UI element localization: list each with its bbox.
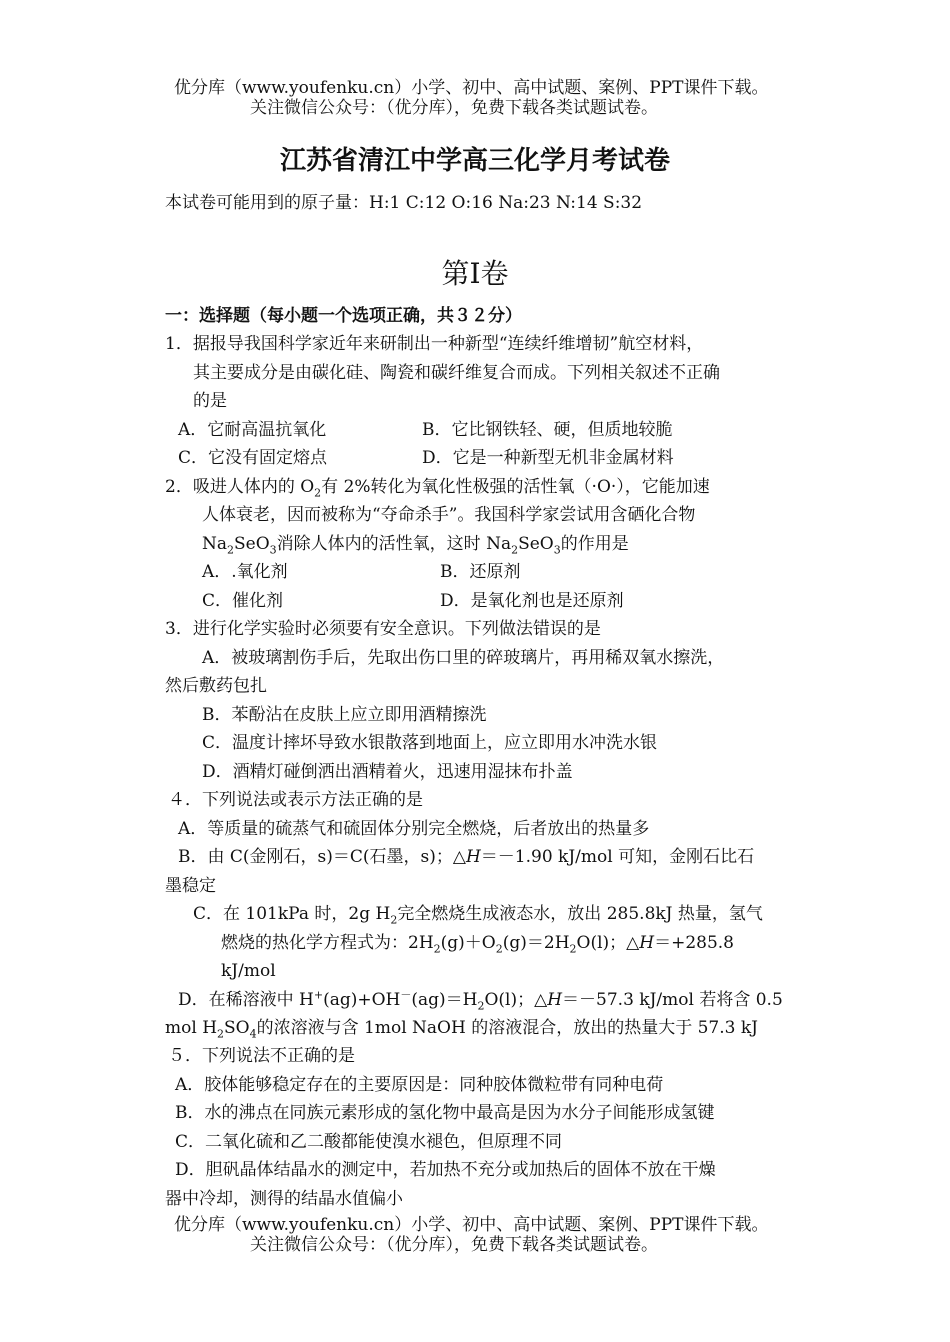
q5-option-b: B．水的沸点在同族元素形成的氢化物中最高是因为水分子间能形成氢键 — [175, 1103, 715, 1123]
section-heading: 一：选择题（每小题一个选项正确，共３２分） — [165, 306, 522, 326]
q3-option-b: B．苯酚沾在皮肤上应立即用酒精擦洗 — [202, 705, 487, 725]
q2-option-a: A．.氧化剂 — [202, 562, 288, 582]
q1-line-1: 1．据报导我国科学家近年来研制出一种新型“连续纤维增韧”航空材料， — [165, 334, 704, 354]
q5-option-a: A．胶体能够稳定存在的主要原因是：同种胶体微粒带有同种电荷 — [175, 1075, 664, 1095]
q4-option-d-1: D．在稀溶液中 $H^+(ag)+OH^-(ag)=H_2O(l)$；△H＝－57.3 kJ/mol 若将含 0.5 — [178, 988, 783, 1013]
header-line-2: 关注微信公众号：（优分库），免费下载各类试题试卷。 — [250, 98, 658, 118]
q3-option-c: C．温度计摔坏导致水银散落到地面上，应立即用水冲洗水银 — [202, 733, 658, 753]
q3-option-a-2: 然后敷药包扎 — [165, 676, 267, 696]
q2-option-b: B．还原剂 — [440, 562, 521, 582]
q2-option-c: C．催化剂 — [202, 591, 284, 611]
q4-option-b-2: 墨稳定 — [165, 876, 216, 896]
q4-option-a: A．等质量的硫蒸气和硫固体分别完全燃烧，后者放出的热量多 — [178, 819, 650, 839]
q4-option-d-2: mol $H_2SO_4$的浓溶液与含 1mol NaOH 的溶液混合，放出的热量大于 57.3 kJ — [165, 1018, 758, 1041]
q1-option-a: A．它耐高温抗氧化 — [178, 420, 327, 440]
q5-option-c: C．二氧化硫和乙二酸都能使溴水褪色，但原理不同 — [175, 1132, 563, 1152]
volume-heading: 第Ⅰ卷 — [441, 257, 509, 290]
q1-line-2: 其主要成分是由碳化硅、陶瓷和碳纤维复合而成。下列相关叙述不正确 — [193, 363, 720, 383]
q3-option-d: D．酒精灯碰倒洒出酒精着火，迅速用湿抹布扑盖 — [202, 762, 573, 782]
q4-option-c-1: C．在 101kPa 时，2g $H_2$完全燃烧生成液态水，放出 285.8kJ 热量，氢气 — [193, 904, 763, 927]
header-line-1: 优分库（www.youfenku.cn）小学、初中、高中试题、案例、PPT课件下载。 — [174, 78, 769, 98]
atomic-masses: 本试卷可能用到的原子量：H:1 C:12 O:16 Na:23 N:14 S:32 — [165, 193, 643, 213]
q1-option-c: C．它没有固定熔点 — [178, 448, 328, 468]
q4-option-b-1: B．由 C(金刚石，s)＝C(石墨，s)；△H＝－1.90 kJ/mol 可知，金刚石比石 — [178, 847, 755, 867]
q2-line-3: $Na_2SeO_3$消除人体内的活性氧，这时 $Na_2SeO_3$的作用是 — [202, 534, 629, 557]
q5-option-d-1: D．胆矾晶体结晶水的测定中，若加热不充分或加热后的固体不放在干燥 — [175, 1160, 716, 1180]
q1-option-b: B．它比钢铁轻、硬，但质地较脆 — [422, 420, 673, 440]
exam-title: 江苏省清江中学高三化学月考试卷 — [279, 146, 670, 176]
q2-option-d: D．是氧化剂也是还原剂 — [440, 591, 624, 611]
q5-line-1: ５．下列说法不正确的是 — [168, 1046, 355, 1066]
q3-option-a-1: A．被玻璃割伤手后，先取出伤口里的碎玻璃片，再用稀双氧水擦洗， — [202, 648, 725, 668]
footer-line-1: 优分库（www.youfenku.cn）小学、初中、高中试题、案例、PPT课件下载。 — [174, 1215, 769, 1235]
q2-line-1: 2．吸进人体内的 $O_2$有 2%转化为氧化性极强的活性氧（·O·），它能加速 — [165, 477, 710, 500]
q4-option-c-3: kJ/mol — [221, 961, 276, 981]
q1-line-3: 的是 — [193, 391, 227, 411]
q2-line-2: 人体衰老，因而被称为“夺命杀手”。我国科学家尝试用含硒化合物 — [202, 505, 696, 525]
q4-option-c-2: 燃烧的热化学方程式为：$2H_2(g)+O_2(g)=2H_2O(l)$；△H＝+285.8 — [221, 933, 734, 956]
q3-line-1: 3．进行化学实验时必须要有安全意识。下列做法错误的是 — [165, 619, 601, 639]
q4-line-1: ４．下列说法或表示方法正确的是 — [168, 790, 423, 810]
footer-line-2: 关注微信公众号：（优分库），免费下载各类试题试卷。 — [250, 1235, 658, 1255]
q5-option-d-2: 器中冷却，测得的结晶水值偏小 — [165, 1189, 403, 1209]
q1-option-d: D．它是一种新型无机非金属材料 — [422, 448, 674, 468]
